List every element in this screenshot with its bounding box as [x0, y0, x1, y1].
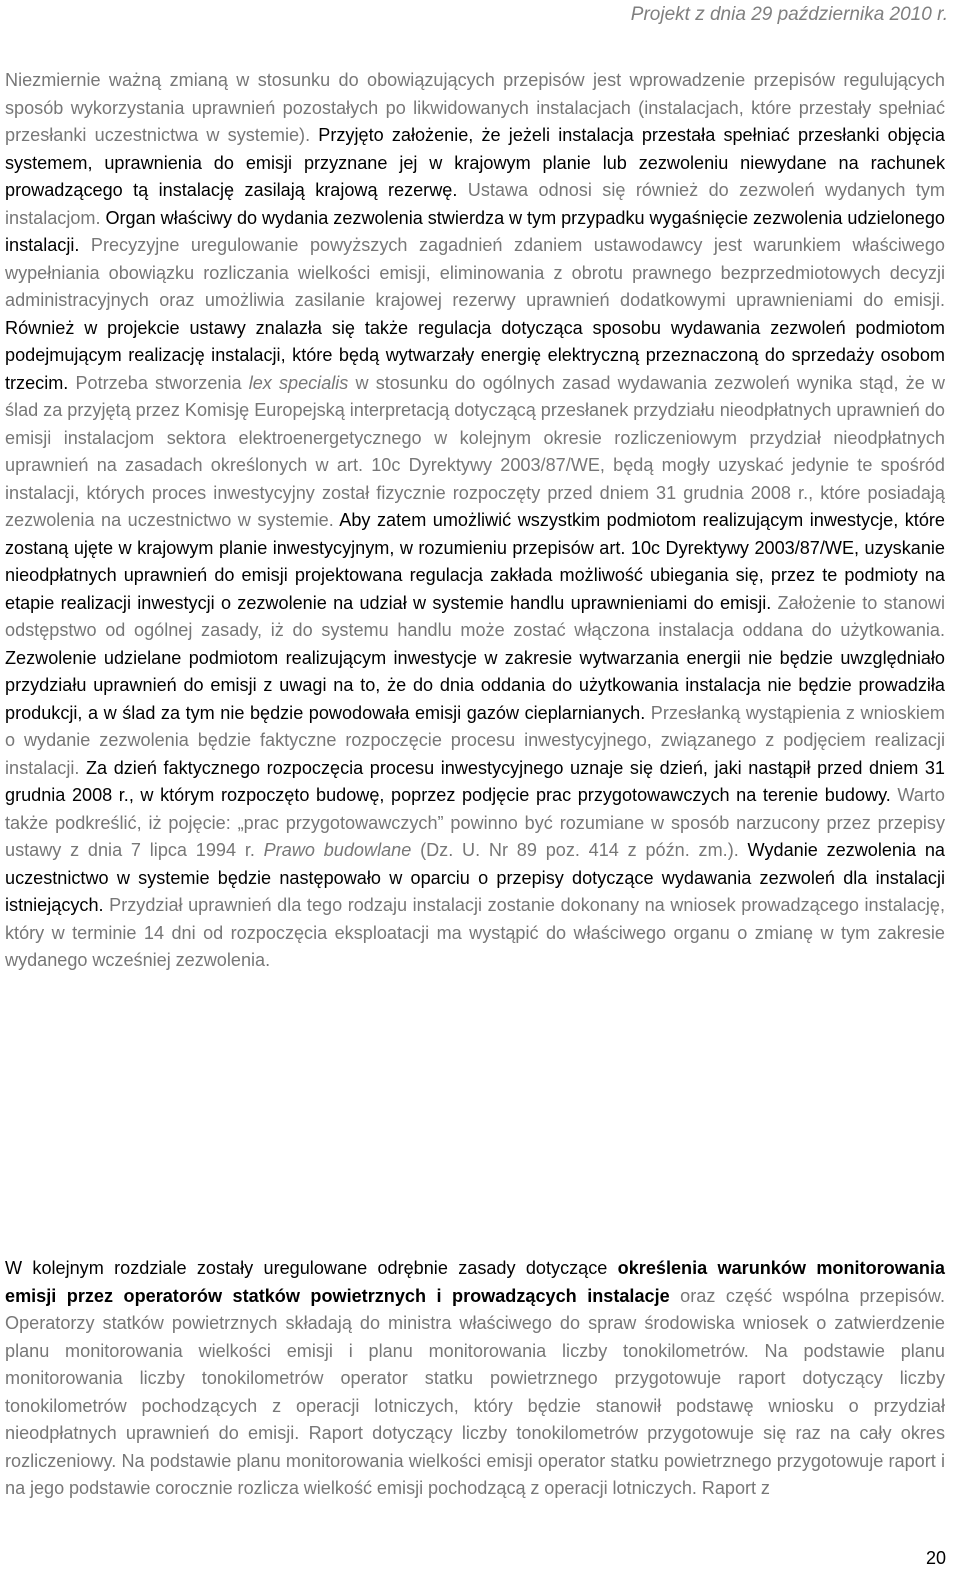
sentence: Ustawa odnosi się również do zezwoleń wydanych tym instalacjom.: [5, 180, 945, 228]
italic-term-prawo-budowlane: Prawo budowlane: [263, 840, 412, 860]
sentence: (Dz. U. Nr 89 poz. 414 z późn. zm.).: [411, 840, 739, 860]
sentence: Aby zatem umożliwić wszystkim podmiotom realizującym inwestycje, które zostaną ujęte w krajowym planie inwestycyjnym, w rozumieniu przepisów art. 10c Dyrektywy 2003/87/WE, uzyskanie nieodpłatnych uprawnień do emisji projektowana regulacja zakłada możliwość ubiegania się, przez te podmioty na etapie realizacji inwestycji o zezwolenie na udział w systemie handlu uprawnieniami do emisji.: [5, 510, 945, 613]
sentence: Za dzień faktycznego rozpoczęcia procesu inwestycyjnego uznaje się dzień, jaki nastąpił przed dniem 31 grudnia 2008 r., w którym rozpoczęto budowę, poprzez podjęcie prac przygotowawczych na terenie budowy.: [5, 757, 945, 805]
page-number: 20: [925, 1548, 946, 1568]
sentence: Wydanie zezwolenia na uczestnictwo w systemie będzie następowało w oparciu o przepisy dotyczące wydawania zezwoleń dla instalacji istniejących.: [5, 840, 945, 915]
sentence: Założenie to stanowi odstępstwo od ogólnej zasady, iż do systemu handlu może zostać włączona instalacja oddana do użytkowania.: [5, 592, 945, 640]
sentence: Przydział uprawnień dla tego rodzaju instalacji zostanie dokonany na wniosek prowadzącego instalację, który w terminie 14 dni od rozpoczęcia eksploatacji ma wystąpić do właściwego organu o zmianę w tym zakresie wydanego wcześniej zezwolenia.: [5, 895, 945, 970]
paragraph-text: W kolejnym rozdziale zostały uregulowane odrębnie zasady dotyczące: [5, 1258, 618, 1278]
sentence-intro: Niezmiernie ważną zmianą w stosunku do obowiązujących przepisów jest wprowadzenie przepisów regulujących sposób wykorzystania uprawnień pozostałych po likwidowanych instalacjach (instalacjach, które przestały spełniać przesłanki uczestnictwa w systemie).: [5, 70, 945, 145]
italic-term-lex-specialis: lex specialis: [248, 372, 349, 393]
paragraph-liquidated-installations: [5, 67, 945, 975]
sentence: Również w projekcie ustawy znalazła się także regulacja dotycząca sposobu wydawania zezwoleń podmiotom podejmującym realizację instalacji, które będą wytwarzały energię elektryczną przeznaczoną do sprzedaży osobom trzecim.: [5, 317, 945, 393]
sentence: Zezwolenie udzielane podmiotom realizującym inwestycje w zakresie wytwarzania energii nie będzie uwzględniało przydziału uprawnień do emisji z uwagi na to, że do dnia oddania do użytkowania instalacja nie będzie prowadziła produkcji, a w ślad za tym nie będzie powodowała emisji gazów cieplarnianych.: [5, 647, 945, 723]
bold-phrase: określenia warunków monitorowania emisji przez operatorów statków powietrznych i prowadzących instalacje: [5, 1258, 945, 1306]
sentence: w stosunku do ogólnych zasad wydawania zezwoleń wynika stąd, że w ślad za przyjętą przez Komisję Europejską interpretacją dotyczącą przesłanek przydziału nieodpłatnych uprawnień do emisji instalacjom sektora elektroenergetycznego w kolejnym okresie rozliczeniowym przydział nieodpłatnych uprawnień na zasadach określonych w art. 10c Dyrektywy 2003/87/WE, będą mogły uzyskać jedynie te spośród instalacji, których proces inwestycyjny został fizycznie rozpoczęty przed dniem 31 grudnia 2008 r., które posiadają zezwolenia na uczestnictwo w systemie.: [5, 372, 945, 530]
sentence: Potrzeba stworzenia: [68, 372, 249, 393]
paragraph-text: oraz część wspólna przepisów. Operatorzy statków powietrznych składają do ministra właściwego do spraw środowiska wniosek o zatwierdzenie planu monitorowania wielkości emisji i planu monitorowania liczby tonokilometrów. Na podstawie planu monitorowania liczby tonokilometrów operator statku powietrznego przygotowuje raport dotyczący liczby tonokilometrów pochodzących z operacji lotniczych, który będzie stanowił podstawę wniosku o przydział nieodpłatnych uprawnień do emisji. Raport dotyczący liczby tonokilometrów przygotowuje się raz na cały okres rozliczeniowy. Na podstawie planu monitorowania wielkości emisji operator statku powietrznego przygotowuje raport i na jego podstawie corocznie rozlicza wielkość emisji pochodzącą z operacji lotniczych. Raport z: [5, 1285, 945, 1498]
paragraph-monitoring: [5, 1255, 945, 1503]
sentence: Organ właściwy do wydania zezwolenia stwierdza w tym przypadku wygaśnięcie zezwolenia udzielonego instalacji.: [5, 207, 945, 255]
sentence: Przesłanką wystąpienia z wnioskiem o wydanie zezwolenia będzie faktyczne rozpoczęcie procesu inwestycyjnego, związanego z podjęciem realizacji instalacji.: [5, 702, 945, 778]
sentence: Warto także podkreślić, iż pojęcie: „prac przygotowawczych” powinno być rozumiane w sposób narzucony przez przepisy ustawy z dnia 7 lipca 1994 r.: [5, 785, 945, 860]
draft-date-header: Projekt z dnia 29 października 2010 r.: [630, 4, 948, 25]
sentence: Przyjęto założenie, że jeżeli instalacja przestała spełniać przesłanki objęcia systemem, uprawnienia do emisji przyznane jej w krajowym planie lub zezwoleniu niewydane na rachunek prowadzącego tą instalację zasilają krajową rezerwę.: [5, 125, 945, 200]
sentence: Precyzyjne uregulowanie powyższych zagadnień zdaniem ustawodawcy jest warunkiem właściwego wypełniania obowiązku rozliczania wielkości emisji, eliminowania z obrotu prawnego bezprzedmiotowych decyzji administracyjnych oraz umożliwia zasilanie krajowej rezerwy uprawnień dodatkowymi uprawnieniami do emisji.: [5, 235, 945, 310]
